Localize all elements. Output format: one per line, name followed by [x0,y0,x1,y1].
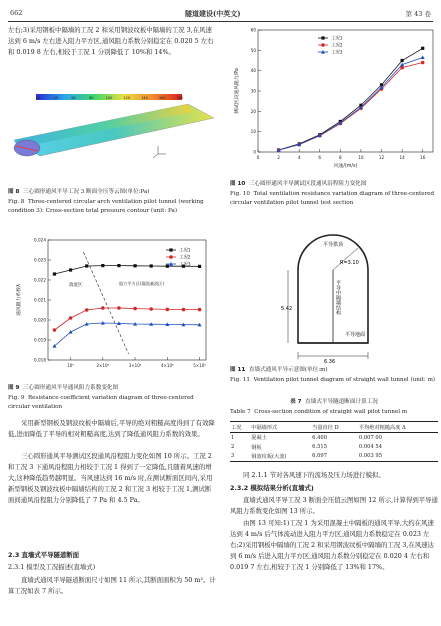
table7-header-row [230,422,438,433]
fig10-y-tick-label: 20 [250,108,256,114]
data-point [321,43,325,47]
fig10-x-tick-label: 16 [420,155,426,160]
fig11-label-mid: 平导中隔墙结构 [335,280,341,315]
fig10-x-tick-label: 12 [378,155,385,160]
fig10-caption-en: Total ventilation resistance variation diagram of three-centered circular ventilation pilot tunnel test section [230,191,435,206]
fig8-caption-num: 图 8 [8,189,20,195]
table-row [230,442,438,451]
fig8-caption-en: Three-centered circular arch ventilation pilot tunnel (working condition 3): Cross-section total pressure contour (unit: Pa) [8,199,204,214]
fig10-x-tick-label: 6 [318,155,322,160]
data-point [69,268,72,271]
fig8-contour [8,94,218,184]
fig10-x-tick-label: 14 [399,155,405,160]
data-point [53,272,56,275]
fig10-x-tick-label: 8 [339,155,342,160]
table7-header-cell: 当量直径 D [311,422,358,433]
fig9-x-tick-label: 4×10⁵ [161,363,174,368]
fig10-y-axis-label: 测试区段通风阻力/Pa [235,68,240,114]
fig8-caption-en-num: Fig. 8 [8,199,25,205]
fig10-x-tick-label: 10 [358,155,364,160]
data-point [198,308,202,312]
fig9-legend-label: 工况3 [179,262,191,268]
fig9-y-tick-label: 0.021 [34,297,46,303]
right-para-b: 直墙式通风平导工况 3 断面全压值云图如图 12 所示,计算得到平导通风阻力系数变化如图 13 所示。 [230,496,438,515]
fig9-region-right: 阻力平方区(漏流紊流区) [118,281,165,286]
table-cell: 6.515 [312,444,328,451]
fig11-diagram [268,218,398,363]
table-row [230,433,438,443]
fig9-caption-en: Resistance coefficient variation diagram of three-centered circular ventilation [8,395,194,410]
fig9-x-tick-label: 5×10⁵ [193,363,206,368]
data-point [421,61,425,65]
colorbar-tick-label: 180 [176,96,184,100]
fig9-region-left: 湍流区 [68,283,83,288]
colorbar-tick-label: 20 [35,96,41,100]
table-cell: 0.003 95 [358,452,438,462]
table-cell: 1 [231,434,235,441]
fig10-y-tick-label: 40 [250,68,256,74]
colorbar-tick-label: 120 [123,96,130,100]
journal-name: 隧道建设(中英文) [185,9,241,18]
table7-caption-en-num: Table 7 [230,409,251,415]
table-cell: 0.004 54 [358,444,383,451]
fig9-x-tick-label: 10⁵ [67,363,74,368]
fig9-caption-num: 图 9 [8,385,20,391]
table7-caption-en: Cross-section condition of straight wall pilot tunnel m [254,409,408,415]
fig9-y-tick-label: 0.023 [34,257,46,263]
volume-label: 第 43 卷 [405,10,431,18]
fig9-caption-en-num: Fig. 9 [8,395,25,401]
left-para-bot: 直墙式通风平导隧道断面尺寸如图 11 所示,其断面面积为 50 m²。计算工况如表 7 所示。 [8,576,216,595]
fig8-caption-cn: 三心圆形通风平导工况 3 断面全压等云图(单位:Pa) [23,189,150,195]
fig11-dim-width: 6.36 [324,359,336,363]
fig10-x-tick-label: 2 [277,155,280,160]
data-point [421,55,425,59]
fig9-series-line [54,266,199,274]
table7-header-cell: 平均绝对粗糙高度 Δ [358,422,438,433]
fig10-x-tick-label: 0 [256,155,260,160]
fig10-legend-label: 工况3 [331,50,343,56]
table7-header-cell: 工况 [230,422,250,433]
table-cell: 钢波纹板(大波) [250,452,311,462]
fig11-caption-cn: 直墙式通风平导示意图(单位:m) [248,367,328,373]
section-2-3-2: 2.3.2 模拟结果分析(直墙式) [230,484,314,492]
section-2-3-1: 2.3.1 模型及工况描述(直墙式) [8,563,96,571]
fig10-legend-label: 工况1 [331,36,343,42]
fig9-region-divider [83,252,128,354]
fig9-caption-cn: 三心圆形通风平导通风阻力系数变化图 [23,385,119,391]
table7-caption-cn: 直墙式平导隧道断面计算工况 [305,399,378,405]
data-point [169,255,173,259]
colorbar-tick-label: 80 [89,96,94,100]
data-point [321,36,324,39]
data-point [53,328,57,332]
right-para-a: 同 2.1.1 节对各风速下的流场及压力场进行模拟。 [243,471,385,479]
fig10-y-tick-label: 50 [250,47,256,53]
fig10-caption-cn: 三心圆形通风平导测试区段通风沿程阻力变化图 [248,181,367,187]
data-point [421,47,424,50]
fig11-dim-height: 5.42 [281,306,293,312]
fig9-y-tick-label: 0.020 [34,317,46,323]
fig9-chart [8,232,218,382]
table7-header-cell: 中隔墙形式 [250,422,311,433]
fig9-legend-label: 工况1 [179,248,191,254]
colorbar-tick-label: 140 [141,96,148,100]
data-point [166,308,170,312]
data-point [101,264,104,267]
data-point [149,307,153,311]
fig9-series-line [54,308,199,330]
data-point [85,264,88,267]
fig9-x-tick-label: 2×10⁵ [96,363,110,368]
fig10-series-line [279,48,423,150]
radius-line [333,248,358,270]
colorbar-tick-label: 60 [71,96,76,100]
fig11-label-bottom: 平导地面 [345,332,366,338]
data-point [169,248,172,251]
table7-caption-num: 表 7 [290,399,302,405]
data-point [401,59,404,62]
fig11-caption-en: Ventilation pilot tunnel diagram of straight wall tunnel (unit: m) [253,377,436,383]
fig10-y-tick-label: 60 [250,27,256,33]
colorbar-tick-label: 160 [159,96,166,100]
left-para-mid2: 三心圆形通风平导测试区段通风沿程阻力变化如图 10 所示。工况 2 和工况 3 下通风沿程阻力相较于工况 1 得到了一定降低,且随着风速的增大,这种降低趋势越明显。当风速达到 16 m/s 时,在测试断面区间内,采用新型钢板及钢波纹板中隔墙结构的工况 2 和工况 3 相较于工况 1,测试断面间通风沿程阻力分别降低了 7 Pa 和 4.5 Pa。 [8,452,213,504]
fig10-plot-frame [258,30,433,152]
data-point [150,264,153,267]
table-cell: 钢板 [251,444,262,451]
data-point [117,264,120,267]
fig11-caption-num: 图 11 [230,367,246,373]
fig9-y-axis-label: 通风阻力系数λ [17,284,22,316]
table-cell: 混凝土 [251,435,267,442]
fig9-legend-label: 工况2 [179,255,191,261]
fig10-x-tick-label: 4 [297,155,301,160]
fig10-y-tick-label: 0 [253,149,256,155]
fig11-label-radius: R=3.10 [340,260,359,266]
table-cell: 3 [230,452,250,462]
page-number: 662 [10,9,23,17]
fig9-series-line [54,323,199,346]
table7 [230,421,438,462]
fig11-label-top: 平导拱顶 [323,242,344,248]
fig10-chart [228,22,440,177]
fig10-series-line [279,57,423,150]
colorbar-tick-label: 100 [105,96,113,100]
data-point [198,265,201,268]
fig10-caption-en-num: Fig. 10 [230,191,250,197]
table-row [230,452,438,462]
data-point [117,306,121,310]
fig9-y-tick-label: 0.019 [34,337,46,343]
section-2-3: 2.3 直墙式平导隧道断面 [8,551,80,559]
fig10-y-tick-label: 30 [250,88,256,94]
data-point [69,316,73,320]
colorbar-tick-label: 40 [53,96,58,100]
data-point [182,308,186,312]
data-point [133,307,137,311]
fig10-legend-label: 工况2 [331,43,343,49]
fig11-caption-en-num: Fig. 11 [230,377,250,383]
fig10-caption-num: 图 10 [230,181,246,187]
table-cell: 2 [231,444,235,451]
data-point [166,265,169,268]
data-point [133,264,136,267]
fig9-y-tick-label: 0.022 [34,277,46,283]
fig9-x-tick-label: 3×10⁵ [128,363,142,368]
fig10-x-axis-label: 风速/(m/s) [333,164,358,169]
fig9-y-tick-label: 0.024 [34,237,46,243]
table-cell: 6.097 [311,452,358,462]
fig9-y-tick-label: 0.018 [34,357,46,363]
left-para-top: 左右;3)采用钢板中隔墙的工况 2 和采用钢波纹板中隔墙的工况 3,在风速达到 6 m/s 左右进入阻力平方区,通风阻力系数分别稳定在 0.020 5 左右和 0.019 8 左右,相较于工况 1 分别降低了 10%和 14%。 [8,26,214,56]
fig10-series-line [279,63,423,151]
fig10-y-tick-label: 10 [250,129,256,135]
left-para-mid: 采用新型钢板及钢波纹板中隔墙后,平导的绝对粗糙高度得到了有效降低,进而降低了平导的相对粗糙高度,达到了降低通风阻力系数的效果。 [8,419,215,438]
data-point [69,330,73,334]
table-cell: 6.400 [312,434,328,441]
data-point [101,306,105,310]
table-cell: 0.007 00 [358,434,383,441]
right-para-c: 由图 13 可知:1)工况 1 为采用混凝土中隔板的通风平导,大约在风速达到 4 m/s 后气体流动进入阻力平方区,通风阻力系数稳定在 0.023 左右;2)采用钢板中隔墙的工况 2 和采用钢波纹板中隔墙的工况 3,在风速达到 6 m/s 后进入阻力平方区,通风阻力系数分别稳定在 0.020 4 左右和 0.019 7 左右,相较于工况 1 分别降低了 13%和 17%。 [230,519,434,571]
data-point [85,308,89,312]
